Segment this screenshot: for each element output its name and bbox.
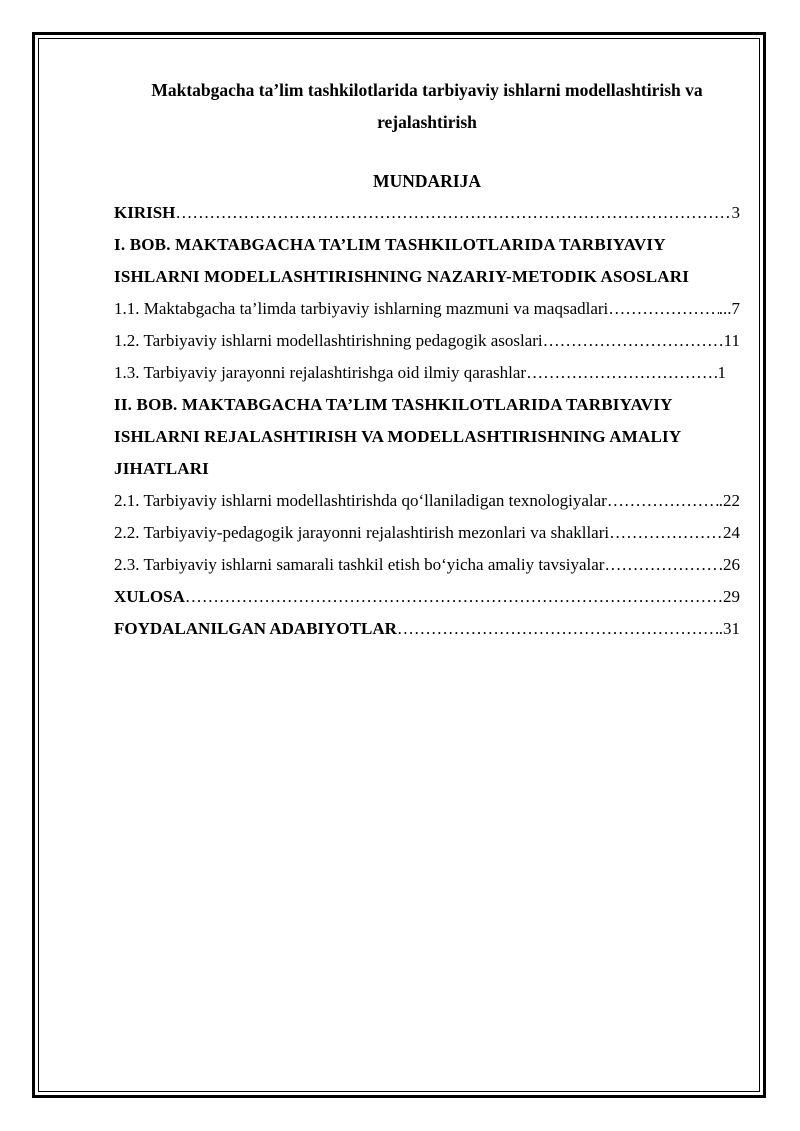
toc-entry-page: 11 [723,331,740,350]
toc-dot-leader [185,581,723,613]
toc-chapter-1-title: I. BOB. MAKTABGACHA TA’LIM TASHKILOTLARIDA TARBIYAVIY ISHLARNI MODELLASHTIRISHNING NAZARIY-METODIK ASOSLARI [114,235,690,286]
toc-entry-label: 1.2. Tarbiyaviy ishlarni modellashtirishning pedagogik asoslari [114,331,543,350]
toc-entry-references [114,613,740,645]
toc-entry-page: 24 [723,523,740,542]
toc-entry-intro [114,197,740,229]
toc-entry-page: 3 [731,203,740,222]
document-title: Maktabgacha ta’lim tashkilotlarida tarbiyaviy ishlarni modellashtirish va rejalashtirish [151,80,703,132]
toc-entry-page: ...7 [718,299,740,318]
toc-entry-page: 29 [723,587,740,606]
table-of-contents [114,197,740,645]
toc-entry-label: FOYDALANILGAN ADABIYOTLAR [114,619,397,638]
toc-dot-leader [607,485,719,517]
toc-entry-section-2-1 [114,485,740,517]
toc-entry-label: 1.3. Tarbiyaviy jarayonni rejalashtirishga oid ilmiy qarashlar [114,363,527,382]
toc-entry-label: 2.3. Tarbiyaviy ishlarni samarali tashkil etish bo‘yicha amaliy tavsiyalar [114,555,605,574]
toc-chapter-2-title: II. BOB. MAKTABGACHA TA’LIM TASHKILOTLARIDA TARBIYAVIY ISHLARNI REJALASHTIRISH VA MODELLASHTIRISHNING AMALIY JIHATLARI [114,395,681,478]
toc-dot-leader [526,357,717,389]
toc-heading: MUNDARIJA [373,171,481,191]
toc-entry-page: .31 [718,619,740,638]
toc-entry-page: 1 [717,363,726,382]
toc-dot-leader [175,197,731,229]
toc-entry-label: 1.1. Maktabgacha ta’limda tarbiyaviy ishlarning mazmuni va maqsadlari [114,299,609,318]
toc-dot-leader [397,613,719,645]
toc-entry-page: .22 [718,491,740,510]
toc-entry-section-2-2 [114,517,740,549]
toc-entry-label: 2.1. Tarbiyaviy ishlarni modellashtirishda qo‘llaniladigan texnologiyalar [114,491,607,510]
toc-entry-section-2-3 [114,549,740,581]
toc-entry-section-1-2 [114,325,740,357]
toc-dot-leader [609,517,723,549]
toc-entry-label: 2.2. Tarbiyaviy-pedagogik jarayonni rejalashtirish mezonlari va shakllari [114,523,610,542]
toc-entry-page: .26 [718,555,740,574]
toc-dot-leader [543,325,724,357]
toc-entry-section-1-1 [114,293,740,325]
document-content [114,74,740,645]
toc-entry-section-1-3 [114,357,726,389]
toc-entry-label: KIRISH [114,203,176,222]
toc-entry-label: XULOSA [114,587,185,606]
toc-dot-leader [608,293,718,325]
toc-dot-leader [604,549,718,581]
toc-entry-conclusion [114,581,740,613]
